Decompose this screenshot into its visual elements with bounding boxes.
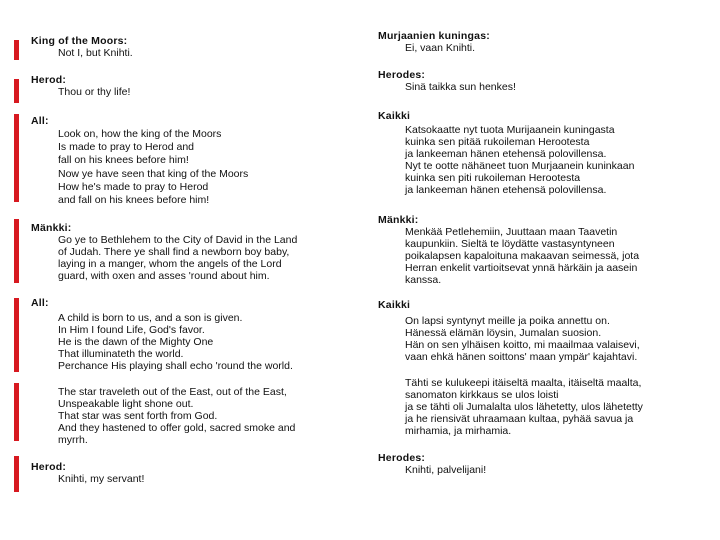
verse-line: kuinka sen pitää rukoileman Herootesta	[405, 136, 590, 148]
verse-line: kaupunkiin. Sieltä te löydätte vastasyntyneen	[405, 238, 615, 250]
verse-line: Nyt te ootte nähäneet tuon Murjaanein kuninkaan	[405, 160, 635, 172]
verse-line: ja he riensivät uhraamaan kultaa, pyhää savua ja	[405, 413, 634, 425]
verse-line: Knihti, my servant!	[58, 473, 145, 485]
verse-lines	[405, 464, 698, 476]
verse-line: of Judah. There ye shall find a newborn boy baby,	[58, 246, 290, 258]
speaker-label: Herod:	[31, 461, 67, 473]
verse-lines	[405, 124, 698, 196]
verse-line: ja se tähti oli Jumalalta ulos lähetetty, ulos lähetetty	[405, 401, 643, 413]
speaker-label: Herodes:	[378, 452, 426, 464]
verse-line: and fall on his knees before him!	[58, 194, 210, 207]
verse-line: sanomaton kirkkaus se ulos loisti	[405, 389, 559, 401]
verse-line: Go ye to Bethlehem to the City of David in the Land	[58, 234, 298, 246]
margin-marker	[14, 40, 19, 60]
margin-marker	[14, 219, 19, 283]
verse-lines	[58, 386, 341, 446]
finnish-verse	[378, 30, 698, 54]
verse-line: Now ye have seen that king of the Moors	[58, 167, 249, 180]
verse-line: And they hastened to offer gold, sacred smoke and	[58, 422, 296, 434]
verse-line: vaan ehkä hänen soittons' maan ympär' kajahtavi.	[405, 351, 638, 363]
english-verse	[31, 35, 341, 59]
finnish-verse	[378, 69, 698, 93]
english-verse	[31, 222, 341, 282]
verse-line: That star was sent forth from God.	[58, 410, 218, 422]
verse-line: On lapsi syntynyt meille ja poika annettu on.	[405, 315, 610, 327]
verse-line: guard, with oxen and asses 'round about him.	[58, 270, 270, 282]
speaker-label: King of the Moors:	[31, 35, 128, 47]
margin-marker	[14, 114, 19, 202]
english-verse	[31, 461, 341, 485]
speaker-label: All:	[31, 115, 49, 127]
verse-lines	[58, 128, 341, 207]
verse-line: He is the dawn of the Mighty One	[58, 336, 214, 348]
speaker-label: All:	[31, 297, 49, 309]
verse-line: In Him I found Life, God's favor.	[58, 324, 205, 336]
speaker-label: Herodes:	[378, 69, 426, 81]
verse-line: Is made to pray to Herod and	[58, 141, 194, 154]
verse-line: Menkää Petlehemiin, Juuttaan maan Taavetin	[405, 226, 618, 238]
verse-lines	[405, 81, 698, 93]
verse-line: Knihti, palvelijani!	[405, 464, 487, 476]
margin-marker	[14, 79, 19, 103]
verse-lines	[405, 226, 698, 286]
verse-line: Hän on sen ylhäisen koitto, mi maailmaa valaisevi,	[405, 339, 640, 351]
verse-lines	[58, 473, 341, 485]
verse-line: Ei, vaan Knihti.	[405, 42, 476, 54]
speaker-label: Murjaanien kuningas:	[378, 30, 490, 42]
finnish-verse	[378, 452, 698, 476]
margin-marker	[14, 456, 19, 492]
verse-line: Unspeakable light shone out.	[58, 398, 194, 410]
finnish-verse	[378, 110, 698, 196]
finnish-verse	[378, 377, 698, 437]
verse-line: Tähti se kulukeepi itäiseltä maalta, itäiseltä maalta,	[405, 377, 642, 389]
english-verse	[31, 386, 341, 446]
english-verse	[31, 115, 341, 207]
verse-line: Not I, but Knihti.	[58, 47, 133, 59]
speaker-label: Mänkki:	[378, 214, 419, 226]
speaker-label: Mänkki:	[31, 222, 72, 234]
verse-line: That illuminateth the world.	[58, 348, 184, 360]
verse-line: The star traveleth out of the East, out of the East,	[58, 386, 287, 398]
speaker-label: Kaikki	[378, 110, 411, 122]
english-verse	[31, 74, 341, 98]
finnish-verse	[378, 299, 698, 363]
verse-line: laying in a manger, whom the angels of the Lord	[58, 258, 282, 270]
verse-line: Herran enkelit vartioitsevat ynnä härkäin ja aasein	[405, 262, 638, 274]
verse-line: kuinka sen piti rukoileman Herootesta	[405, 172, 581, 184]
english-verse	[31, 297, 341, 372]
verse-line: Katsokaatte nyt tuota Murijaanein kuningasta	[405, 124, 615, 136]
verse-line: Sinä taikka sun henkes!	[405, 81, 516, 93]
verse-lines	[58, 47, 341, 59]
verse-line: mirhamia, ja mirhamia.	[405, 425, 512, 437]
verse-line: kanssa.	[405, 274, 442, 286]
margin-marker	[14, 298, 19, 372]
verse-lines	[58, 312, 341, 372]
verse-lines	[405, 377, 698, 437]
verse-line: Thou or thy life!	[58, 86, 131, 98]
verse-line: Hänessä elämän löysin, Jumalan suosion.	[405, 327, 602, 339]
verse-lines	[405, 315, 698, 363]
verse-line: fall on his knees before him!	[58, 154, 189, 167]
verse-line: Perchance His playing shall echo 'round the world.	[58, 360, 293, 372]
verse-line: poikalapsen kapaloituna makaavan seimessä, jota	[405, 250, 640, 262]
verse-lines	[58, 234, 341, 282]
margin-marker	[14, 383, 19, 441]
finnish-verse	[378, 214, 698, 286]
verse-line: How he's made to pray to Herod	[58, 180, 209, 193]
verse-line: Look on, how the king of the Moors	[58, 128, 222, 140]
verse-line: ja lankeeman hänen etehensä polovillensa.	[405, 184, 607, 196]
verse-line: A child is born to us, and a son is given.	[58, 312, 243, 324]
speaker-label: Kaikki	[378, 299, 411, 311]
speaker-label: Herod:	[31, 74, 67, 86]
verse-lines	[58, 86, 341, 98]
verse-line: myrrh.	[58, 434, 88, 446]
verse-lines	[405, 42, 698, 54]
verse-line: ja lankeeman hänen etehensä polovillensa.	[405, 148, 607, 160]
